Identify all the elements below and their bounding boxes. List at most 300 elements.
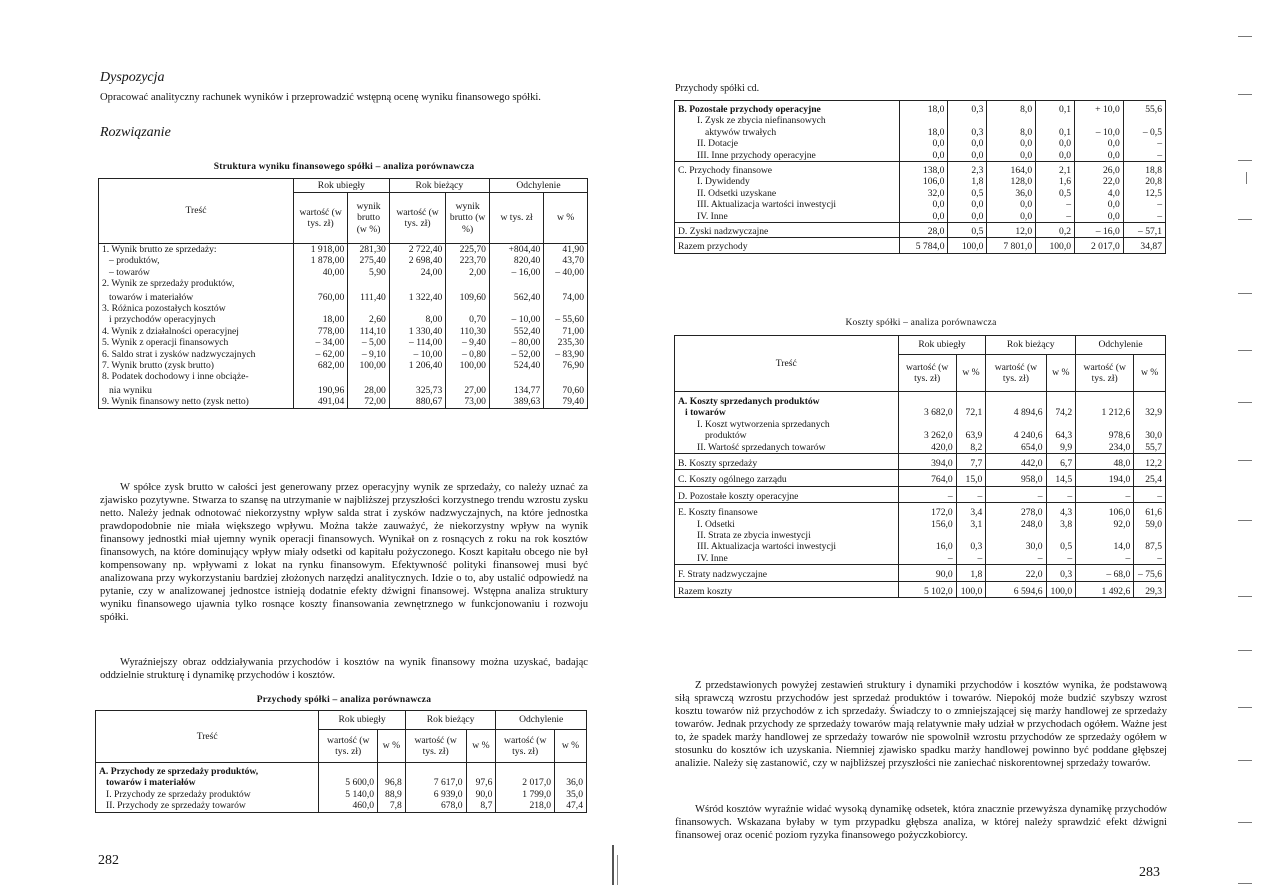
row-value: 100,00 bbox=[446, 360, 490, 371]
row-value: 5 784,0 bbox=[899, 238, 948, 253]
row-value: 90,0 bbox=[898, 565, 956, 581]
row-value: – 34,00 bbox=[293, 337, 347, 348]
row-value: 22,0 bbox=[1075, 176, 1124, 187]
row-value: 2,1 bbox=[1036, 162, 1075, 177]
row-value: 172,0 bbox=[898, 503, 956, 519]
row-value bbox=[389, 278, 445, 289]
row-value: 97,6 bbox=[466, 777, 496, 788]
row-value: 491,04 bbox=[293, 396, 347, 408]
row-value: – bbox=[1123, 138, 1165, 149]
row-value: 0,5 bbox=[1036, 188, 1075, 199]
row-value: 0,0 bbox=[948, 150, 987, 162]
table-row bbox=[99, 383, 588, 396]
row-value: – bbox=[956, 486, 986, 502]
table-row bbox=[675, 127, 1166, 138]
row-value: – bbox=[1123, 211, 1165, 223]
row-value: 5,90 bbox=[348, 267, 390, 278]
row-value: 3,1 bbox=[956, 519, 986, 530]
row-value: 40,00 bbox=[293, 267, 347, 278]
row-label: III. Aktualizacja wartości inwestycji bbox=[675, 541, 899, 552]
col-prev-year: Rok ubiegły bbox=[293, 179, 389, 193]
row-value bbox=[293, 278, 347, 289]
row-value bbox=[319, 763, 378, 778]
row-value: 88,9 bbox=[378, 789, 406, 800]
row-value: 0,0 bbox=[948, 211, 987, 223]
row-value: – 114,00 bbox=[389, 337, 445, 348]
row-value: 18,8 bbox=[1123, 162, 1165, 177]
row-value: – bbox=[898, 486, 956, 502]
table-row bbox=[675, 101, 1166, 116]
sub-dev-pct: w % bbox=[544, 193, 588, 244]
row-value: 8,0 bbox=[987, 127, 1036, 138]
row-value: 74,2 bbox=[1046, 407, 1076, 418]
row-value: 0,0 bbox=[948, 138, 987, 149]
right-paragraph-1: Z przedstawionych powyżej zestawień struktury i dynamiki przychodów i kosztów wynika, że podstawową siłą sprawczą wzrostu przychodów jest sprzedaż produktów i towarów. Niepokój może budzić szybszy wzrost kosztu towarów niż przychodów z ich sprzedaży. Świadczy to o zmniejszającej się marży handlowej ze sprzedaży towarów. Jednak przychody ze sprzedaży towarów mają relatywnie mały udział w przychodach ogółem. Ważne jest to, że spadek marży handlowej ze sprzedaży towarów nie spowolnił wzrostu przychodów ze sprzedaży ogółem w stosunku do kosztów ich uzyskania. Niemniej zjawisko spadku marży handlowej powinno być poddane głębszej analizie. Należy się zastanowić, czy w najbliższej przyszłości nie zaniechać niskorentownej sprzedaży towarów. bbox=[675, 680, 1167, 770]
row-value bbox=[1134, 392, 1166, 408]
row-value: 0,2 bbox=[1036, 223, 1075, 238]
row-value: 278,0 bbox=[986, 503, 1046, 519]
row-value: 9,9 bbox=[1046, 442, 1076, 454]
row-value bbox=[1075, 115, 1124, 126]
row-value: 55,7 bbox=[1134, 442, 1166, 454]
row-label: nia wyniku bbox=[99, 383, 294, 396]
table4-title: Koszty spółki – analiza porównawcza bbox=[845, 318, 997, 328]
row-value: 6 594,6 bbox=[986, 581, 1046, 597]
right-paragraph-2: Wśród kosztów wyraźnie widać wysoką dynamikę odsetek, która znacznie przewyższa dynamikę przychodów finansowych. Wskazana byłaby w tym przypadku głębsza analiza, w której należy sprawdzić efekt dźwigni finansowej oraz ocenić poziom ryzyka finansowego pożyczkobiorcy. bbox=[675, 804, 1167, 842]
row-value: 41,90 bbox=[544, 244, 588, 256]
row-value: – bbox=[1046, 553, 1076, 565]
row-value: 0,0 bbox=[987, 150, 1036, 162]
row-label: – towarów bbox=[99, 267, 294, 278]
table-row bbox=[675, 211, 1166, 223]
row-value: 100,0 bbox=[1036, 238, 1075, 253]
row-label: 2. Wynik ze sprzedaży produktów, bbox=[99, 278, 294, 289]
row-value: 92,0 bbox=[1076, 519, 1134, 530]
row-value: 682,00 bbox=[293, 360, 347, 371]
table-row bbox=[675, 115, 1166, 126]
row-value: 22,0 bbox=[986, 565, 1046, 581]
row-label: C. Koszty ogólnego zarządu bbox=[675, 470, 899, 486]
row-value bbox=[489, 371, 543, 382]
row-value bbox=[956, 530, 986, 541]
col-content: Treść bbox=[99, 179, 294, 244]
row-label: 8. Podatek dochodowy i inne obciąże- bbox=[99, 371, 294, 382]
table-row bbox=[99, 349, 588, 360]
table-row bbox=[675, 138, 1166, 149]
row-value: – bbox=[986, 553, 1046, 565]
table-row bbox=[99, 244, 588, 256]
row-value bbox=[898, 392, 956, 408]
table-row bbox=[675, 176, 1166, 187]
row-value: 1 878,00 bbox=[293, 255, 347, 266]
row-value: 0,0 bbox=[1075, 211, 1124, 223]
sub-pct-curr: w % bbox=[466, 730, 496, 763]
right-page bbox=[632, 0, 1263, 893]
table-row bbox=[675, 530, 1166, 541]
row-value: 2 017,0 bbox=[1075, 238, 1124, 253]
row-value bbox=[405, 763, 466, 778]
row-label: B. Koszty sprzedaży bbox=[675, 454, 899, 470]
row-value: 20,8 bbox=[1123, 176, 1165, 187]
row-value: – 80,00 bbox=[489, 337, 543, 348]
row-value bbox=[544, 303, 588, 314]
row-value: 15,0 bbox=[956, 470, 986, 486]
revenue-continued-table bbox=[674, 100, 1166, 254]
row-value: 0,0 bbox=[1075, 199, 1124, 210]
row-value: 8,2 bbox=[956, 442, 986, 454]
row-value: 114,10 bbox=[348, 326, 390, 337]
row-value: 2 698,40 bbox=[389, 255, 445, 266]
row-label: II. Dotacje bbox=[675, 138, 900, 149]
table-row bbox=[99, 371, 588, 382]
row-value: 5 600,0 bbox=[319, 777, 378, 788]
row-value: – 75,6 bbox=[1134, 565, 1166, 581]
row-value: 2 017,0 bbox=[496, 777, 555, 788]
row-value: 3 682,0 bbox=[898, 407, 956, 418]
row-value: 2,00 bbox=[446, 267, 490, 278]
row-value: 106,0 bbox=[1076, 503, 1134, 519]
row-label: II. Strata ze zbycia inwestycji bbox=[675, 530, 899, 541]
sub-value-curr: wartość (w tys. zł) bbox=[405, 730, 466, 763]
row-label: A. Koszty sprzedanych produktów bbox=[675, 392, 899, 408]
gutter-line bbox=[612, 845, 614, 885]
col-prev-year: Rok ubiegły bbox=[319, 711, 405, 730]
row-value: 59,0 bbox=[1134, 519, 1166, 530]
row-value: 0,5 bbox=[1046, 541, 1076, 552]
row-value: 12,5 bbox=[1123, 188, 1165, 199]
row-value: – 57,1 bbox=[1123, 223, 1165, 238]
sub-dev-value: w tys. zł bbox=[489, 193, 543, 244]
row-value: 8,00 bbox=[389, 314, 445, 325]
row-label: 7. Wynik brutto (zysk brutto) bbox=[99, 360, 294, 371]
row-value: 128,0 bbox=[987, 176, 1036, 187]
col-deviation: Odchylenie bbox=[496, 711, 587, 730]
row-value: – bbox=[956, 553, 986, 565]
scan-mark bbox=[1238, 650, 1252, 651]
table2-title: Przychody spółki – analiza porównawcza bbox=[256, 695, 432, 705]
scan-mark bbox=[1238, 350, 1252, 351]
sub-value-dev: wartość (w tys. zł) bbox=[496, 730, 555, 763]
sub-value-prev: wartość (w tys. zł) bbox=[898, 355, 956, 392]
scan-mark bbox=[1238, 219, 1252, 220]
row-value bbox=[956, 419, 986, 430]
row-value: 880,67 bbox=[389, 396, 445, 408]
table-row bbox=[96, 789, 587, 800]
col-content: Treść bbox=[675, 336, 899, 392]
row-value bbox=[956, 392, 986, 408]
row-label: 6. Saldo strat i zysków nadzwyczajnych bbox=[99, 349, 294, 360]
row-label: IV. Inne bbox=[675, 553, 899, 565]
row-value: – 10,00 bbox=[489, 314, 543, 325]
sub-value-prev: wartość (w tys. zł) bbox=[319, 730, 378, 763]
table-row bbox=[675, 442, 1166, 454]
table1-title: Struktura wyniku finansowego spółki – analiza porównawcza bbox=[213, 162, 475, 172]
row-value bbox=[348, 371, 390, 382]
row-value: 27,00 bbox=[446, 383, 490, 396]
table-row bbox=[675, 238, 1166, 253]
row-value bbox=[293, 303, 347, 314]
row-value bbox=[446, 303, 490, 314]
row-value bbox=[389, 303, 445, 314]
row-value: 1 212,6 bbox=[1076, 407, 1134, 418]
table-row bbox=[675, 454, 1166, 470]
table3-title: Przychody spółki cd. bbox=[675, 83, 760, 94]
scan-mark bbox=[1238, 822, 1252, 823]
sub-gross-curr: wynik brutto (w %) bbox=[446, 193, 490, 244]
row-value: 18,0 bbox=[899, 127, 948, 138]
row-value: 225,70 bbox=[446, 244, 490, 256]
row-value: 248,0 bbox=[986, 519, 1046, 530]
row-label: towarów i materiałów bbox=[96, 777, 319, 788]
row-value: – 16,00 bbox=[489, 267, 543, 278]
row-value: 1 918,00 bbox=[293, 244, 347, 256]
row-value: 1,8 bbox=[956, 565, 986, 581]
row-value bbox=[496, 763, 555, 778]
row-value: – 0,5 bbox=[1123, 127, 1165, 138]
sub-pct-prev: w % bbox=[378, 730, 406, 763]
sub-pct-curr: w % bbox=[1046, 355, 1076, 392]
row-value: 0,0 bbox=[1075, 150, 1124, 162]
row-value: 1 799,0 bbox=[496, 789, 555, 800]
col-curr-year: Rok bieżący bbox=[405, 711, 496, 730]
row-value: 234,0 bbox=[1076, 442, 1134, 454]
row-value: 7 801,0 bbox=[987, 238, 1036, 253]
row-value: 164,0 bbox=[987, 162, 1036, 177]
row-value: 190,96 bbox=[293, 383, 347, 396]
page-number-left: 282 bbox=[98, 853, 119, 868]
sub-value-curr: wartość (w tys. zł) bbox=[986, 355, 1046, 392]
row-label: 9. Wynik finansowy netto (zysk netto) bbox=[99, 396, 294, 408]
row-label: B. Pozostałe przychody operacyjne bbox=[675, 101, 900, 116]
row-value: 29,3 bbox=[1134, 581, 1166, 597]
row-value: 0,3 bbox=[1046, 565, 1076, 581]
row-value: 1 492,6 bbox=[1076, 581, 1134, 597]
row-value: 30,0 bbox=[1134, 430, 1166, 441]
table-row bbox=[675, 565, 1166, 581]
row-value: 35,0 bbox=[555, 789, 587, 800]
row-value: 36,0 bbox=[555, 777, 587, 788]
row-value bbox=[544, 278, 588, 289]
row-value: – 16,0 bbox=[1075, 223, 1124, 238]
heading-task: Dyspozycja bbox=[100, 70, 165, 85]
result-structure-table bbox=[98, 178, 588, 409]
row-value: 8,7 bbox=[466, 800, 496, 812]
row-value: 0,3 bbox=[948, 101, 987, 116]
row-value: 100,00 bbox=[348, 360, 390, 371]
row-value: 25,4 bbox=[1134, 470, 1166, 486]
row-value: 156,0 bbox=[898, 519, 956, 530]
row-value bbox=[948, 115, 987, 126]
row-value: 76,90 bbox=[544, 360, 588, 371]
row-value: 90,0 bbox=[466, 789, 496, 800]
scan-mark bbox=[1238, 460, 1252, 461]
row-value: 71,00 bbox=[544, 326, 588, 337]
row-label: towarów i materiałów bbox=[99, 290, 294, 303]
row-value bbox=[489, 278, 543, 289]
left-paragraph-2: Wyraźniejszy obraz oddziaływania przychodów i kosztów na wynik finansowy można uzyskać, badając oddzielnie strukturę i dynamikę przychodów i kosztów. bbox=[100, 657, 588, 682]
row-label: III. Aktualizacja wartości inwestycji bbox=[675, 199, 900, 210]
col-prev-year: Rok ubiegły bbox=[898, 336, 986, 355]
table-row bbox=[675, 553, 1166, 565]
row-value: – bbox=[898, 553, 956, 565]
row-value: 218,0 bbox=[496, 800, 555, 812]
table-row bbox=[675, 407, 1166, 418]
row-value: 4 894,6 bbox=[986, 407, 1046, 418]
row-value: – 40,00 bbox=[544, 267, 588, 278]
row-value: 0,3 bbox=[948, 127, 987, 138]
row-value: 48,0 bbox=[1076, 454, 1134, 470]
row-value: 24,00 bbox=[389, 267, 445, 278]
row-value: – bbox=[1123, 150, 1165, 162]
row-value: 4,0 bbox=[1075, 188, 1124, 199]
row-value: 0,0 bbox=[987, 211, 1036, 223]
row-value: 820,40 bbox=[489, 255, 543, 266]
row-value: 0,0 bbox=[948, 199, 987, 210]
table2-body bbox=[96, 763, 587, 813]
row-value: 7,8 bbox=[378, 800, 406, 812]
row-value: 0,1 bbox=[1036, 127, 1075, 138]
row-value: 43,70 bbox=[544, 255, 588, 266]
row-value: – bbox=[1123, 199, 1165, 210]
scan-mark bbox=[1238, 293, 1252, 294]
table-row bbox=[96, 800, 587, 812]
table-row bbox=[675, 486, 1166, 502]
row-value bbox=[1036, 115, 1075, 126]
row-value: 2 722,40 bbox=[389, 244, 445, 256]
row-value: 3,4 bbox=[956, 503, 986, 519]
row-label: I. Dywidendy bbox=[675, 176, 900, 187]
row-label: I. Zysk ze zbycia niefinansowych bbox=[675, 115, 900, 126]
scan-mark bbox=[1238, 760, 1252, 761]
col-curr-year: Rok bieżący bbox=[986, 336, 1076, 355]
row-value bbox=[489, 303, 543, 314]
row-value bbox=[987, 115, 1036, 126]
row-value bbox=[986, 419, 1046, 430]
sub-value-curr: wartość (w tys. zł) bbox=[389, 193, 445, 244]
row-value bbox=[389, 371, 445, 382]
row-value: 14,0 bbox=[1076, 541, 1134, 552]
table-row bbox=[675, 541, 1166, 552]
table-row bbox=[99, 326, 588, 337]
row-value: 442,0 bbox=[986, 454, 1046, 470]
sub-pct-dev: w % bbox=[555, 730, 587, 763]
row-value: 0,0 bbox=[899, 199, 948, 210]
row-value: 72,00 bbox=[348, 396, 390, 408]
row-label: 4. Wynik z działalności operacyjnej bbox=[99, 326, 294, 337]
gutter-line bbox=[617, 855, 618, 885]
row-label: IV. Inne bbox=[675, 211, 900, 223]
row-label: i przychodów operacyjnych bbox=[99, 314, 294, 325]
row-value bbox=[986, 530, 1046, 541]
table-row bbox=[99, 290, 588, 303]
left-page bbox=[0, 0, 615, 893]
sub-pct-dev: w % bbox=[1134, 355, 1166, 392]
table-row bbox=[675, 223, 1166, 238]
scan-mark bbox=[1238, 36, 1252, 37]
table-row bbox=[675, 519, 1166, 530]
row-label: i towarów bbox=[675, 407, 899, 418]
heading-solution: Rozwiązanie bbox=[100, 125, 171, 140]
row-value bbox=[986, 392, 1046, 408]
row-value: 0,3 bbox=[956, 541, 986, 552]
row-value: 100,0 bbox=[956, 581, 986, 597]
row-value bbox=[378, 763, 406, 778]
row-value: 2,60 bbox=[348, 314, 390, 325]
row-value: – 52,00 bbox=[489, 349, 543, 360]
row-value: – 5,00 bbox=[348, 337, 390, 348]
row-value: 4,3 bbox=[1046, 503, 1076, 519]
row-value: 3 262,0 bbox=[898, 430, 956, 441]
scan-mark bbox=[1238, 402, 1252, 403]
row-value: 0,1 bbox=[1036, 101, 1075, 116]
row-value bbox=[899, 115, 948, 126]
row-value: + 10,0 bbox=[1075, 101, 1124, 116]
row-value: 3,8 bbox=[1046, 519, 1076, 530]
sub-gross-prev: wynik brutto (w %) bbox=[348, 193, 390, 244]
row-value: 389,63 bbox=[489, 396, 543, 408]
row-value bbox=[446, 278, 490, 289]
row-label: I. Przychody ze sprzedaży produktów bbox=[96, 789, 319, 800]
row-value: 100,0 bbox=[1046, 581, 1076, 597]
row-value: 0,0 bbox=[1036, 150, 1075, 162]
row-value: 6 939,0 bbox=[405, 789, 466, 800]
row-value: 134,77 bbox=[489, 383, 543, 396]
row-label: F. Straty nadzwyczajne bbox=[675, 565, 899, 581]
table-row bbox=[675, 188, 1166, 199]
row-value: 36,0 bbox=[987, 188, 1036, 199]
row-value: 5 140,0 bbox=[319, 789, 378, 800]
row-value: – 10,0 bbox=[1075, 127, 1124, 138]
row-label: produktów bbox=[675, 430, 899, 441]
row-value: 61,6 bbox=[1134, 503, 1166, 519]
row-value: 223,70 bbox=[446, 255, 490, 266]
row-value bbox=[898, 530, 956, 541]
table-row bbox=[675, 150, 1166, 162]
row-label: aktywów trwałych bbox=[675, 127, 900, 138]
row-value: – bbox=[1036, 211, 1075, 223]
row-value: 0,0 bbox=[899, 150, 948, 162]
row-value: 552,40 bbox=[489, 326, 543, 337]
row-value: – bbox=[1036, 199, 1075, 210]
row-value bbox=[1134, 419, 1166, 430]
row-label: 1. Wynik brutto ze sprzedaży: bbox=[99, 244, 294, 256]
row-value: 7 617,0 bbox=[405, 777, 466, 788]
row-value: +804,40 bbox=[489, 244, 543, 256]
row-value: 14,5 bbox=[1046, 470, 1076, 486]
table4-body bbox=[675, 392, 1166, 598]
row-value: 30,0 bbox=[986, 541, 1046, 552]
row-value: 0,0 bbox=[987, 199, 1036, 210]
costs-table bbox=[674, 335, 1166, 598]
row-value: 106,0 bbox=[899, 176, 948, 187]
row-value: 55,6 bbox=[1123, 101, 1165, 116]
row-value bbox=[466, 763, 496, 778]
row-value: 96,8 bbox=[378, 777, 406, 788]
row-value bbox=[555, 763, 587, 778]
row-value: – 55,60 bbox=[544, 314, 588, 325]
row-value: – bbox=[1076, 553, 1134, 565]
row-label: A. Przychody ze sprzedaży produktów, bbox=[96, 763, 319, 778]
row-value: 79,40 bbox=[544, 396, 588, 408]
table-row bbox=[99, 337, 588, 348]
row-value bbox=[1076, 392, 1134, 408]
row-value: 47,4 bbox=[555, 800, 587, 812]
row-value: 138,0 bbox=[899, 162, 948, 177]
row-value: – 62,00 bbox=[293, 349, 347, 360]
left-paragraph-1: W spółce zysk brutto w całości jest generowany przez operacyjny wynik ze sprzedaży, co należy uznać za zjawisko pozytywne. Stwarza to szansę na utrzymanie w najbliższej przyszłości korzystnego trendu wzrostu zysku netto. Należy jednak odnotować niekorzystny wpływ salda strat i zysków nadzwyczajnych, na które jednostka prawdopodobnie nie miała większego wpływu. Można także zauważyć, że niekorzystny wpływ na wynik finansowy jednostki miał ujemny wynik operacji finansowych. Wynikał on z rosnących z roku na rok kosztów finansowych, na które dominujący wpływ miały odsetki od kapitału pożyczonego. Koszt kapitału obcego nie był kompensowany np. wpływami z lokat na rynku finansowym. Efektywność polityki finansowej musi być analizowana przy wykorzystaniu bardziej złożonych narzędzi analitycznych. Idzie o to, aby ustalić odpowiedź na pytanie, czy w analizowanej jednostce istnieją dodatnie efekty dźwigni finansowej. Wstępna analiza struktury wyniku finansowego ujawnia tylko rosnące koszty finansowania zewnętrznego w funkcjonowaniu i rozwoju spółki. bbox=[100, 482, 588, 624]
row-value: 760,00 bbox=[293, 290, 347, 303]
row-value: 958,0 bbox=[986, 470, 1046, 486]
